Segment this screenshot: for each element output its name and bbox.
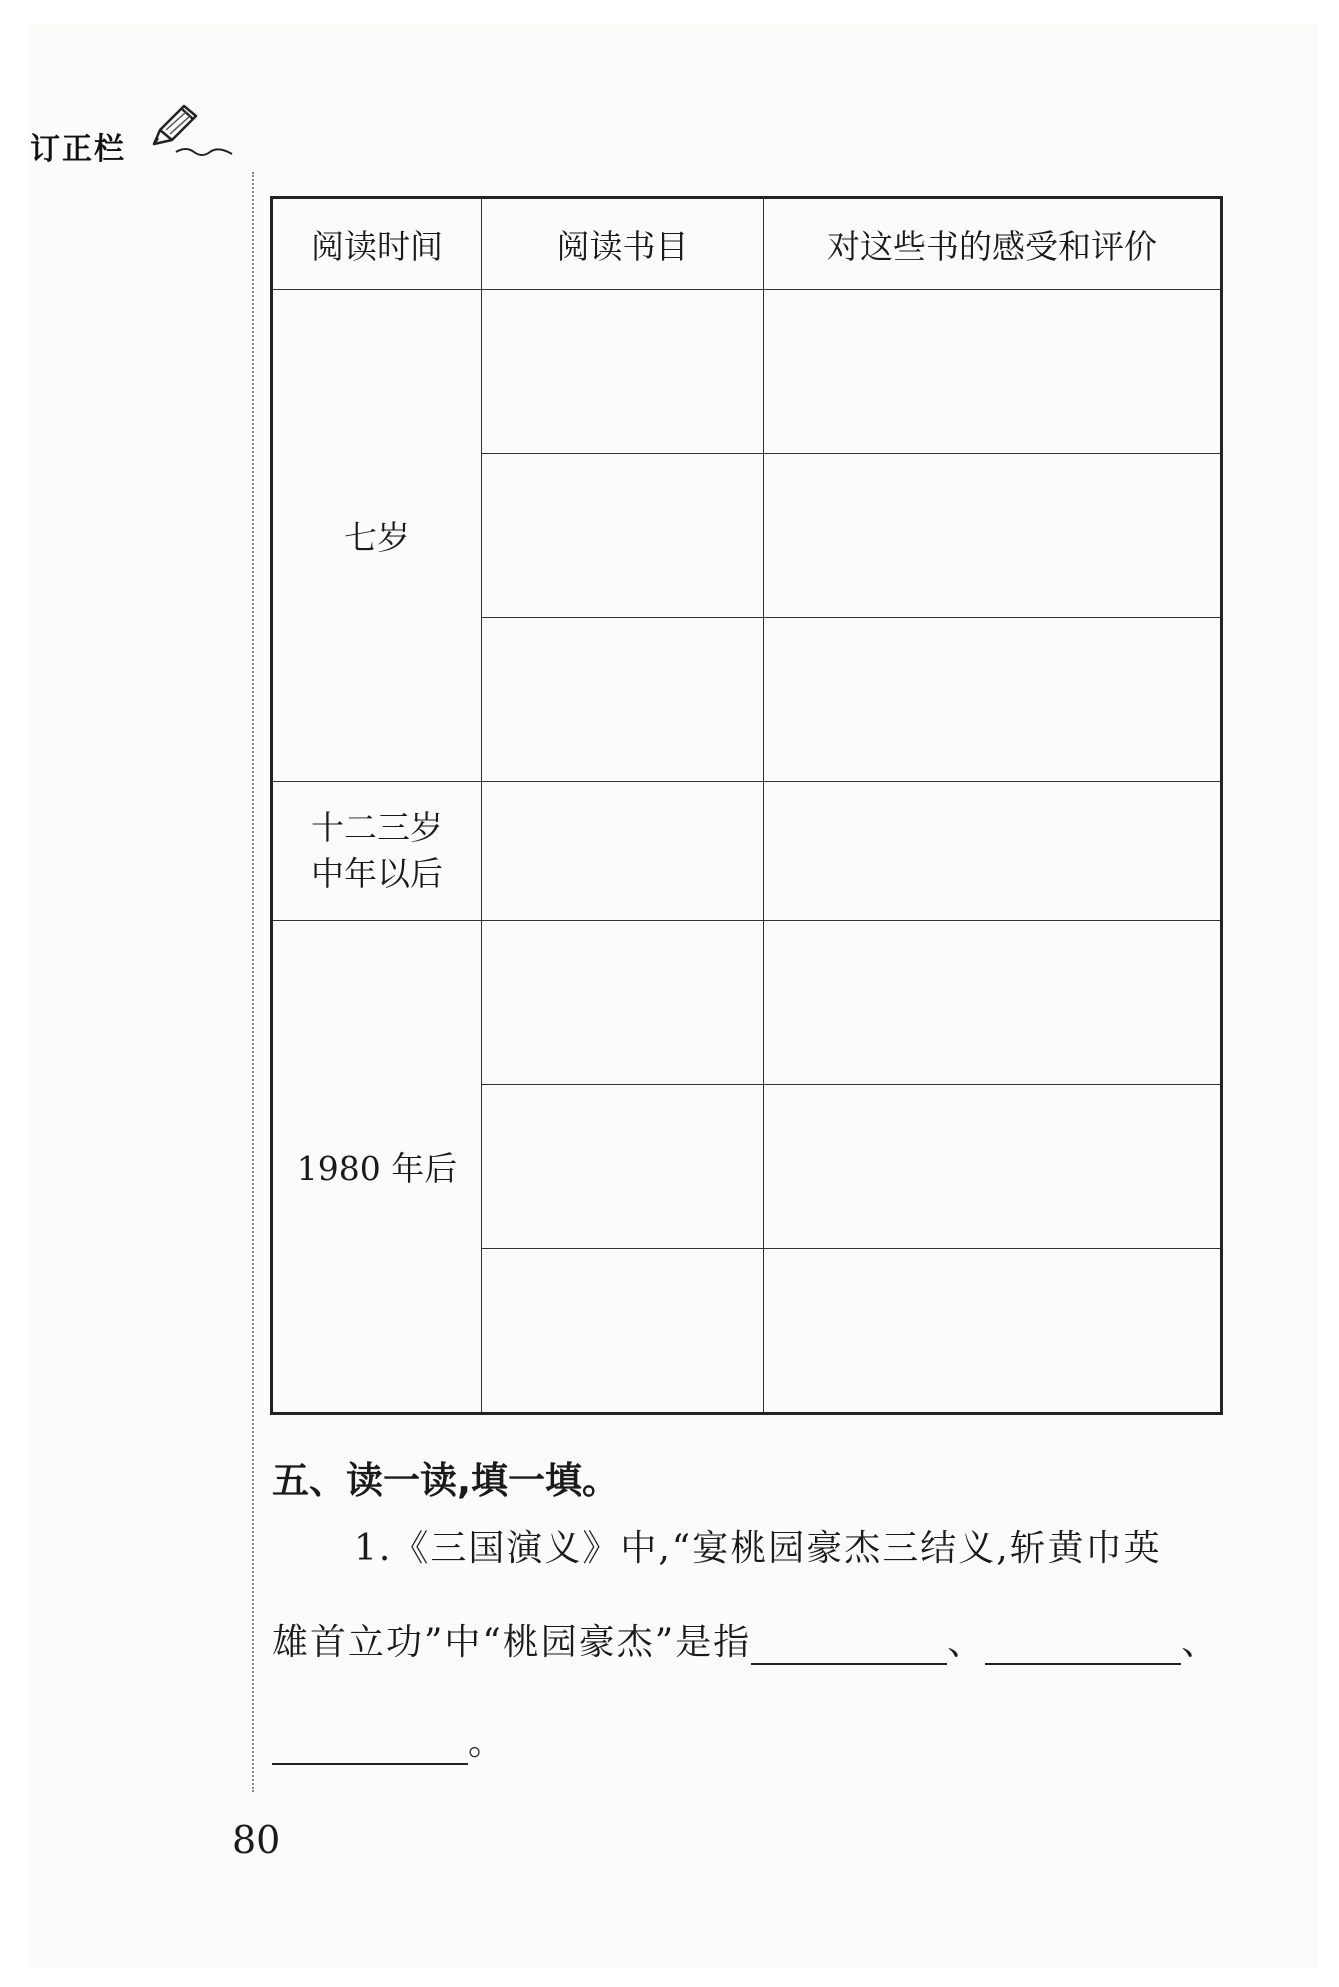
- answer-blank-1[interactable]: [751, 1625, 947, 1665]
- period-label: 七岁: [344, 518, 410, 557]
- review-cell[interactable]: [764, 1085, 1222, 1249]
- table-row: [272, 921, 1222, 1085]
- review-cell[interactable]: [764, 618, 1222, 782]
- period-label: 十二三岁: [311, 808, 443, 847]
- review-cell[interactable]: [764, 782, 1222, 921]
- table-row: [272, 782, 1222, 921]
- period-label: 1980 年后: [296, 1149, 458, 1188]
- question-1-prompt: 雄首立功”中“桃园豪杰”是指: [272, 1622, 752, 1663]
- answer-blank-3[interactable]: [272, 1725, 468, 1765]
- review-cell[interactable]: [764, 290, 1222, 454]
- period-cell-after-1980: [272, 921, 482, 1414]
- reading-record-table: [270, 196, 1223, 1415]
- sentence-end: 。: [468, 1722, 505, 1763]
- question-1-line-1: 1.《三国演义》中,“宴桃园豪杰三结义,斩黄巾英: [354, 1528, 1162, 1569]
- table-row: [272, 290, 1222, 454]
- book-title-cell[interactable]: [482, 290, 764, 454]
- header-book-titles: 阅读书目: [482, 198, 764, 290]
- separator: 、: [947, 1622, 986, 1663]
- period-cell-teen-midlife: [272, 782, 482, 921]
- header-reading-time: 阅读时间: [272, 198, 482, 290]
- page-number: 80: [232, 1818, 281, 1862]
- book-title-cell[interactable]: [482, 1085, 764, 1249]
- table-header-row: [272, 198, 1222, 290]
- header-feelings-review: 对这些书的感受和评价: [764, 198, 1222, 290]
- book-title-cell[interactable]: [482, 921, 764, 1085]
- book-title-cell[interactable]: [482, 454, 764, 618]
- book-title-cell[interactable]: [482, 782, 764, 921]
- period-cell-age-seven: [272, 290, 482, 782]
- book-title-cell[interactable]: [482, 618, 764, 782]
- correction-column-label: 订正栏: [30, 132, 126, 167]
- book-title-cell[interactable]: [482, 1249, 764, 1414]
- review-cell[interactable]: [764, 921, 1222, 1085]
- pencil-icon: [146, 100, 236, 162]
- answer-blank-2[interactable]: [985, 1625, 1181, 1665]
- review-cell[interactable]: [764, 454, 1222, 618]
- period-label: 中年以后: [311, 854, 443, 893]
- separator: 、: [1181, 1622, 1220, 1663]
- section-five-title: 五、读一读,填一填。: [272, 1459, 620, 1502]
- review-cell[interactable]: [764, 1249, 1222, 1414]
- margin-dotted-rule: [252, 172, 254, 1792]
- question-1-line-2: [272, 1614, 1219, 1665]
- question-1-line-3: [272, 1714, 504, 1765]
